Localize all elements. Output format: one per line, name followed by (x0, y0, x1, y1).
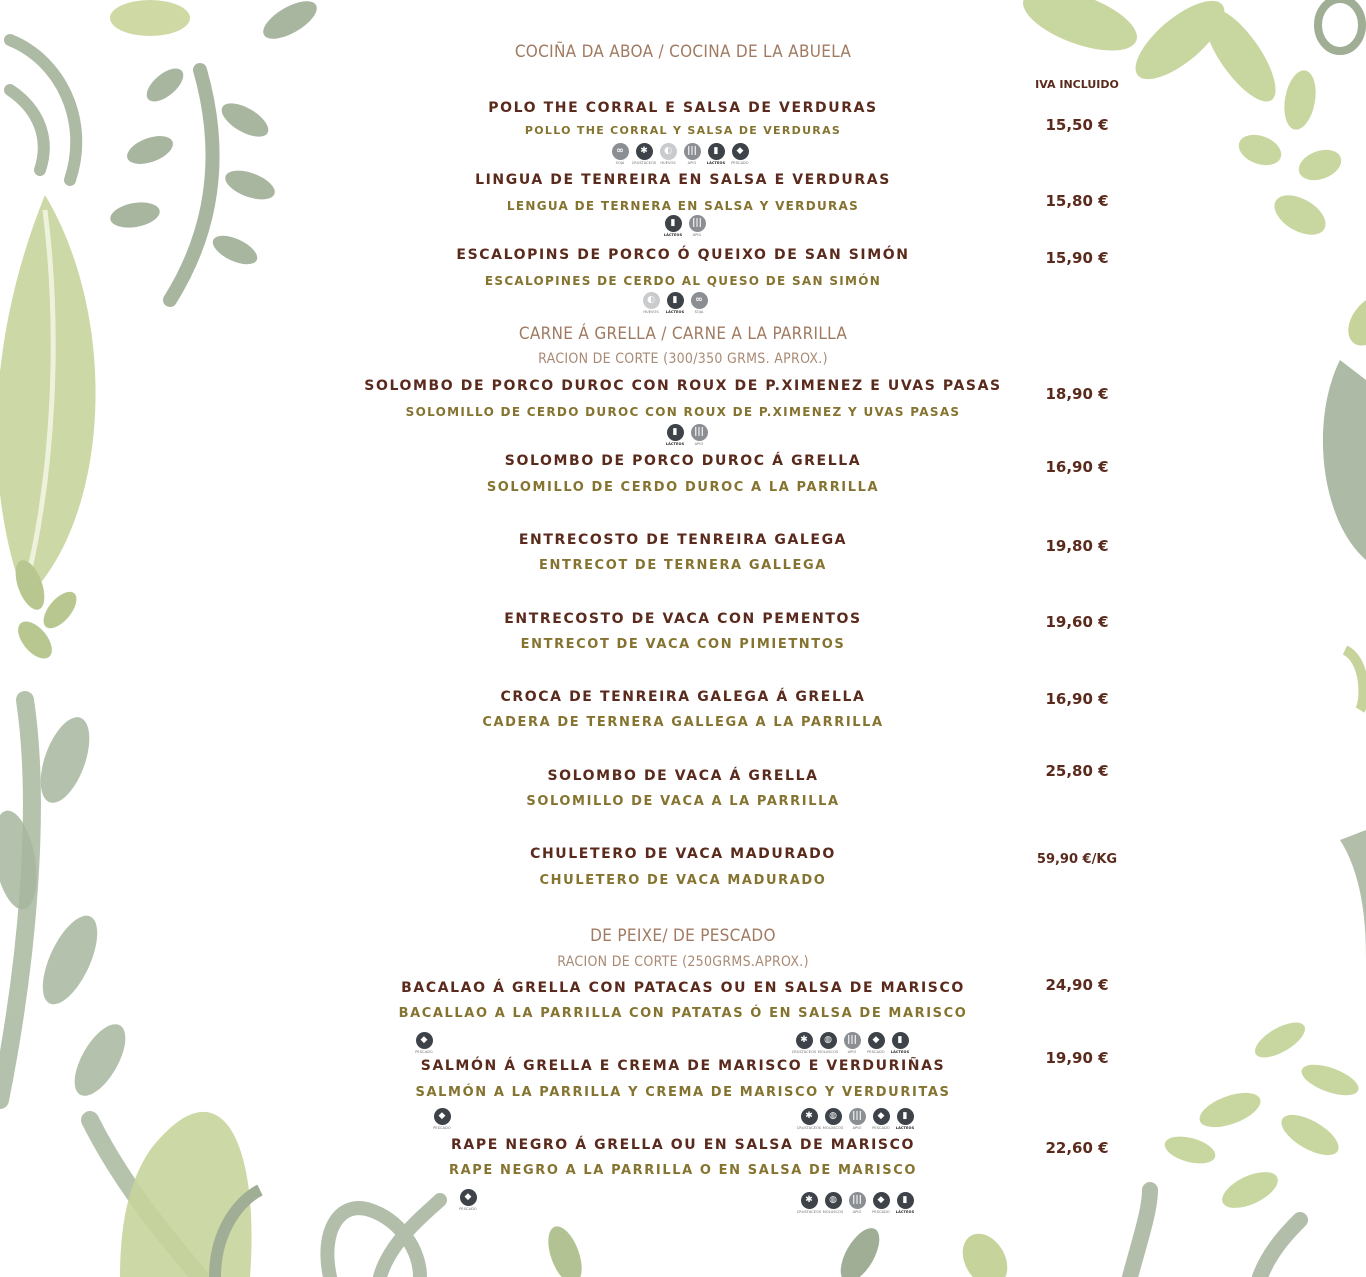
allergen-label: APIO (852, 1210, 862, 1214)
dish-price: 19,80 € (1045, 537, 1109, 555)
dish-name-galician: SOLOMBO DE VACA Á GRELLA (547, 768, 819, 784)
fish-icon: ◆ (434, 1108, 451, 1125)
allergen-label: LÁCTEOS (665, 310, 685, 314)
allergen-label: APIO (847, 1050, 857, 1054)
allergen-list (458, 1189, 478, 1211)
dish-price: 24,90 € (1045, 976, 1109, 994)
allergen-label: PESCADO (459, 1207, 477, 1211)
dish-name-galician: POLO THE CORRAL E SALSA DE VERDURAS (488, 100, 878, 116)
dish-name-spanish: LENGUA DE TERNERA EN SALSA Y VERDURAS (506, 199, 860, 213)
allergen-badge (847, 1192, 867, 1214)
dish-price: 15,90 € (1045, 249, 1109, 267)
allergen-label: PESCADO (872, 1126, 890, 1130)
section-title-cocina: COCIÑA DA ABOA / COCINA DE LA ABUELA (514, 42, 852, 62)
allergen-badge (689, 424, 709, 446)
allergen-badge (823, 1108, 843, 1130)
dish-name-spanish: SOLOMILLO DE VACA A LA PARRILLA (526, 794, 840, 809)
allergen-badge (866, 1032, 886, 1054)
allergen-badge (610, 143, 630, 165)
allergen-badge (414, 1032, 434, 1054)
dish-name-spanish: CADERA DE TERNERA GALLEGA A LA PARRILLA (482, 715, 884, 730)
allergen-badge (663, 215, 683, 237)
allergen-badge (847, 1108, 867, 1130)
allergen-badge (689, 292, 709, 314)
allergen-list (791, 1032, 910, 1054)
milk-icon: ▮ (665, 215, 682, 232)
allergen-label: PESCADO (867, 1050, 885, 1054)
section-subtitle-carne: RACION DE CORTE (300/350 GRMS. APROX.) (538, 351, 828, 367)
allergen-badge (458, 1189, 478, 1211)
allergen-badge (665, 292, 685, 314)
milk-icon: ▮ (667, 292, 684, 309)
milk-icon: ▮ (708, 143, 725, 160)
mollusc-icon: ◍ (820, 1032, 837, 1049)
dish-price: 16,90 € (1045, 690, 1109, 708)
allergen-badge (682, 143, 702, 165)
mollusc-icon: ◍ (825, 1192, 842, 1209)
allergen-badge (658, 143, 678, 165)
allergen-badge (641, 292, 661, 314)
crustacean-icon: ✱ (801, 1108, 818, 1125)
allergen-badge (890, 1032, 910, 1054)
allergen-label: APIO (692, 233, 702, 237)
allergen-label: PESCADO (731, 161, 749, 165)
dish-name-galician: LINGUA DE TENREIRA EN SALSA E VERDURAS (475, 172, 891, 188)
fish-icon: ◆ (873, 1192, 890, 1209)
allergen-label: SOJA (615, 161, 625, 165)
celery-icon: ||| (689, 215, 706, 232)
dish-name-galician: ENTRECOSTO DE TENREIRA GALEGA (518, 532, 848, 548)
allergen-label: PESCADO (872, 1210, 890, 1214)
celery-icon: ||| (849, 1192, 866, 1209)
dish-name-galician: CHULETERO DE VACA MADURADO (530, 846, 836, 862)
allergen-label: HUEVOS (643, 310, 659, 314)
allergen-label: LÁCTEOS (895, 1126, 915, 1130)
allergen-label: MOLUSCOS (822, 1210, 844, 1214)
allergen-badge (706, 143, 726, 165)
dish-name-spanish: ESCALOPINES DE CERDO AL QUESO DE SAN SIMÓN (484, 274, 882, 288)
allergen-label: LÁCTEOS (890, 1050, 910, 1054)
fish-icon: ◆ (873, 1108, 890, 1125)
dish-name-galician: SOLOMBO DE PORCO DUROC Á GRELLA (504, 453, 862, 469)
dish-name-galician: CROCA DE TENREIRA GALEGA Á GRELLA (500, 689, 866, 705)
dish-name-galician: RAPE NEGRO Á GRELLA OU EN SALSA DE MARISCO (451, 1137, 915, 1153)
allergen-label: LÁCTEOS (663, 233, 683, 237)
celery-icon: ||| (844, 1032, 861, 1049)
allergen-badge (871, 1192, 891, 1214)
allergen-label: PESCADO (415, 1050, 433, 1054)
dish-name-spanish: SOLOMILLO DE CERDO DUROC CON ROUX DE P.XIMENEZ Y UVAS PASAS (405, 405, 961, 419)
dish-price: 15,80 € (1045, 192, 1109, 210)
dish-price: 25,80 € (1045, 762, 1109, 780)
dish-name-spanish: SALMÓN A LA PARRILLA Y CREMA DE MARISCO Y VERDURITAS (415, 1085, 951, 1100)
allergen-list (796, 1108, 915, 1130)
allergen-badge (818, 1032, 838, 1054)
allergen-label: LÁCTEOS (665, 442, 685, 446)
allergen-label: MOLUSCOS (817, 1050, 839, 1054)
dish-name-galician: BACALAO Á GRELLA CON PATACAS OU EN SALSA DE MARISCO (401, 980, 965, 996)
crustacean-icon: ✱ (636, 143, 653, 160)
fish-icon: ◆ (416, 1032, 433, 1049)
dish-name-spanish: CHULETERO DE VACA MADURADO (539, 873, 827, 888)
allergen-label: CRUSTÁCEOS (796, 1126, 822, 1130)
crustacean-icon: ✱ (796, 1032, 813, 1049)
allergen-badge (665, 424, 685, 446)
section-subtitle-pescado: RACION DE CORTE (250GRMS.APROX.) (557, 954, 809, 970)
allergen-list (610, 143, 750, 165)
allergen-badge (842, 1032, 862, 1054)
allergen-label: APIO (687, 161, 697, 165)
allergen-badge (895, 1108, 915, 1130)
allergen-list (796, 1192, 915, 1214)
egg-icon: ◐ (643, 292, 660, 309)
allergen-label: CRUSTÁCEOS (796, 1210, 822, 1214)
allergen-label: APIO (852, 1126, 862, 1130)
allergen-badge (796, 1108, 822, 1130)
fish-icon: ◆ (460, 1189, 477, 1206)
milk-icon: ▮ (892, 1032, 909, 1049)
dish-name-spanish: ENTRECOT DE VACA CON PIMIETNTOS (520, 637, 846, 652)
allergen-badge (432, 1108, 452, 1130)
allergen-list (641, 292, 709, 314)
dish-price: 22,60 € (1045, 1139, 1109, 1157)
dish-price: 19,60 € (1045, 613, 1109, 631)
allergen-label: SOJA (694, 310, 704, 314)
dish-name-galician: ESCALOPINS DE PORCO Ó QUEIXO DE SAN SIMÓN (456, 247, 910, 263)
allergen-badge (687, 215, 707, 237)
crustacean-icon: ✱ (801, 1192, 818, 1209)
dish-name-spanish: ENTRECOT DE TERNERA GALLEGA (539, 558, 827, 573)
allergen-badge (796, 1192, 822, 1214)
dish-name-galician: ENTRECOSTO DE VACA CON PEMENTOS (504, 611, 862, 627)
milk-icon: ▮ (897, 1108, 914, 1125)
allergen-label: PESCADO (433, 1126, 451, 1130)
allergen-list (414, 1032, 434, 1054)
allergen-label: CRUSTÁCEOS (791, 1050, 817, 1054)
dish-price: 16,90 € (1045, 458, 1109, 476)
egg-icon: ◐ (660, 143, 677, 160)
dish-name-spanish: BACALLAO A LA PARRILLA CON PATATAS Ó EN SALSA DE MARISCO (398, 1006, 968, 1021)
celery-icon: ||| (691, 424, 708, 441)
fish-icon: ◆ (732, 143, 749, 160)
mollusc-icon: ◍ (825, 1108, 842, 1125)
allergen-badge (871, 1108, 891, 1130)
section-title-pescado: DE PEIXE/ DE PESCADO (590, 926, 776, 946)
allergen-badge (791, 1032, 817, 1054)
dish-name-galician: SOLOMBO DE PORCO DUROC CON ROUX DE P.XIMENEZ E UVAS PASAS (364, 378, 1002, 394)
allergen-label: LÁCTEOS (706, 161, 726, 165)
allergen-list (665, 424, 709, 446)
fish-icon: ◆ (868, 1032, 885, 1049)
allergen-list (663, 215, 707, 237)
allergen-badge (823, 1192, 843, 1214)
allergen-label: HUEVOS (660, 161, 676, 165)
dish-name-spanish: SOLOMILLO DE CERDO DUROC A LA PARRILLA (486, 480, 880, 495)
iva-label: IVA INCLUIDO (1035, 78, 1119, 91)
dish-price: 59,90 €/KG (1036, 852, 1118, 867)
allergen-label: APIO (694, 442, 704, 446)
allergen-badge (730, 143, 750, 165)
soy-icon: ∞ (691, 292, 708, 309)
section-title-carne: CARNE Á GRELLA / CARNE A LA PARRILLA (518, 324, 848, 344)
celery-icon: ||| (684, 143, 701, 160)
dish-name-galician: SALMÓN Á GRELLA E CREMA DE MARISCO E VERDURIÑAS (420, 1058, 946, 1074)
dish-price: 15,50 € (1045, 116, 1109, 134)
dish-price: 18,90 € (1045, 385, 1109, 403)
allergen-label: MOLUSCOS (822, 1126, 844, 1130)
soy-icon: ∞ (612, 143, 629, 160)
dish-name-spanish: POLLO THE CORRAL Y SALSA DE VERDURAS (524, 124, 842, 137)
dish-price: 19,90 € (1045, 1049, 1109, 1067)
milk-icon: ▮ (897, 1192, 914, 1209)
allergen-label: CRUSTÁCEOS (631, 161, 657, 165)
milk-icon: ▮ (667, 424, 684, 441)
allergen-list (432, 1108, 452, 1130)
allergen-badge (631, 143, 657, 165)
allergen-badge (895, 1192, 915, 1214)
celery-icon: ||| (849, 1108, 866, 1125)
allergen-label: LÁCTEOS (895, 1210, 915, 1214)
dish-name-spanish: RAPE NEGRO A LA PARRILLA O EN SALSA DE MARISCO (448, 1163, 918, 1178)
